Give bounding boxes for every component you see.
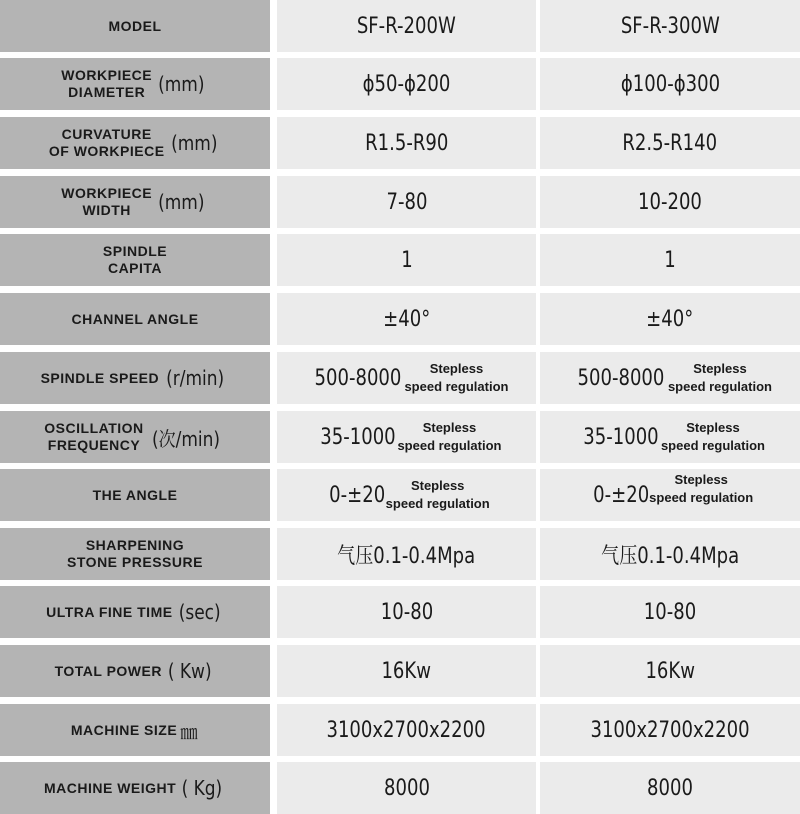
value-text: 35-1000: [583, 424, 659, 450]
value-note-line: Stepless: [429, 361, 484, 376]
row-label: [108, 18, 161, 35]
value-cell-a: [277, 704, 536, 756]
row-label-line: OF WORKPIECE: [48, 143, 165, 159]
row-label-line: CAPITA: [107, 260, 163, 276]
value-note: [661, 419, 765, 455]
row-label-cell: [0, 58, 270, 110]
value-cell-a: [277, 234, 536, 286]
value-text: 3100x2700x2200: [590, 717, 750, 743]
value-note-line: Stepless: [410, 478, 465, 493]
row-label-cell: [0, 528, 270, 580]
value-note: [404, 360, 508, 396]
value-note: [649, 471, 753, 507]
value-cell-a: [277, 352, 536, 404]
value-text: 8000: [383, 775, 430, 801]
row-label: [61, 67, 152, 101]
row-label: [41, 370, 160, 387]
value-cell-b: [540, 117, 800, 169]
value-text: 10-80: [643, 599, 697, 625]
row-label-line: STONE PRESSURE: [67, 554, 203, 570]
value-note-line: speed regulation: [649, 490, 754, 505]
value-note-line: speed regulation: [385, 496, 490, 511]
value-note: [668, 360, 772, 396]
value-text: ϕ50-ϕ200: [362, 71, 451, 97]
value-text: 16Kw: [645, 658, 695, 684]
value-cell-b: [540, 411, 800, 463]
row-label: [71, 722, 177, 739]
table-row: [0, 704, 800, 756]
value-cell-b: [540, 176, 800, 228]
row-unit: (次/min): [151, 426, 220, 451]
value-cell-a: [277, 117, 536, 169]
value-cell-a: [277, 528, 536, 580]
value-cell-b: [540, 645, 800, 697]
row-label-line: CURVATURE: [61, 126, 152, 142]
value-text: 500-8000: [314, 365, 401, 391]
row-label-cell: [0, 234, 270, 286]
row-unit: (sec): [178, 600, 221, 624]
value-cell-a: [277, 411, 536, 463]
value-cell-b: [540, 58, 800, 110]
row-label-line: OSCILLATION: [44, 420, 144, 436]
row-label: [71, 311, 198, 328]
value-cell-a: [277, 645, 536, 697]
table-row: [0, 469, 800, 521]
table-row: [0, 0, 800, 52]
value-text: 10-80: [380, 599, 433, 625]
row-unit: (mm): [158, 72, 205, 96]
table-row: [0, 645, 800, 697]
row-unit: (mm): [170, 131, 218, 155]
value-cell-a: [277, 58, 536, 110]
row-label-line: MACHINE WEIGHT: [44, 779, 177, 796]
value-cell-a: [277, 586, 536, 638]
value-note-line: speed regulation: [660, 438, 765, 453]
value-text: 0-±20: [592, 482, 650, 508]
row-label-line: MACHINE SIZE: [70, 721, 178, 738]
value-cell-b: [540, 234, 800, 286]
row-unit: ( Kw): [167, 659, 212, 683]
row-label-line: TOTAL POWER: [54, 662, 162, 679]
row-label-cell: [0, 762, 270, 814]
row-label-line: WIDTH: [82, 202, 131, 218]
value-text: 500-8000: [577, 365, 665, 391]
value-text: 8000: [647, 775, 693, 801]
row-label-line: SHARPENING: [85, 537, 185, 553]
table-row: [0, 411, 800, 463]
table-row: [0, 586, 800, 638]
row-label-line: WORKPIECE: [61, 185, 153, 201]
value-note-line: Stepless: [674, 472, 728, 487]
value-text: 0-±20: [329, 482, 386, 508]
table-row: [0, 293, 800, 345]
row-label: [44, 420, 143, 454]
row-unit: (r/min): [166, 366, 225, 390]
row-label-line: FREQUENCY: [47, 437, 141, 453]
row-label-line: WORKPIECE: [61, 67, 153, 83]
row-label-cell: [0, 411, 270, 463]
value-cell-a: [277, 762, 536, 814]
value-text: R2.5-R140: [622, 130, 718, 156]
row-label-line: DIAMETER: [68, 84, 146, 100]
value-text: 1: [664, 247, 676, 273]
value-text: ±40°: [382, 306, 431, 332]
row-unit: ( Kg): [181, 776, 223, 800]
value-cell-b: [540, 586, 800, 638]
value-cell-b: [540, 528, 800, 580]
value-cell-a: [277, 176, 536, 228]
value-cell-b: [540, 352, 800, 404]
row-label-line: CHANNEL ANGLE: [71, 310, 199, 327]
value-text: 3100x2700x2200: [326, 717, 487, 743]
row-label: [93, 487, 178, 504]
value-text: 10-200: [638, 189, 702, 215]
row-label-cell: [0, 645, 270, 697]
value-cell-b: [540, 762, 800, 814]
table-row: [0, 176, 800, 228]
value-cell-a: [277, 0, 536, 52]
row-label-cell: [0, 352, 270, 404]
row-label-cell: [0, 0, 270, 52]
table-row: [0, 58, 800, 110]
row-label: [103, 243, 167, 277]
value-note: [386, 477, 490, 513]
value-cell-a: [277, 469, 536, 521]
value-text: R1.5-R90: [364, 130, 449, 156]
table-row: [0, 352, 800, 404]
value-cell-a: [277, 293, 536, 345]
table-row: [0, 234, 800, 286]
row-label: [55, 663, 162, 680]
value-text: 气压0.1-0.4Mpa: [600, 543, 740, 569]
value-text: 16Kw: [381, 658, 432, 684]
value-text: SF-R-300W: [620, 13, 720, 39]
row-label-line: SPINDLE SPEED: [40, 369, 160, 386]
row-label: [46, 604, 173, 621]
row-label: [49, 126, 165, 160]
row-label-cell: [0, 704, 270, 756]
value-cell-b: [540, 293, 800, 345]
row-unit: (mm): [158, 190, 205, 214]
row-label-cell: [0, 586, 270, 638]
value-note-line: speed regulation: [404, 379, 509, 394]
row-label-cell: [0, 293, 270, 345]
row-unit: ㎜: [180, 719, 198, 744]
row-label-line: SPINDLE: [102, 243, 168, 259]
value-cell-b: [540, 704, 800, 756]
row-label-cell: [0, 176, 270, 228]
value-note-line: speed regulation: [397, 438, 502, 453]
value-text: ϕ100-ϕ300: [620, 71, 720, 97]
table-row: [0, 762, 800, 814]
row-label-cell: [0, 469, 270, 521]
table-row: [0, 117, 800, 169]
value-text: ±40°: [646, 306, 694, 332]
row-label: [61, 185, 152, 219]
value-note-line: Stepless: [693, 361, 747, 376]
value-text: 35-1000: [319, 424, 396, 450]
value-text: 1: [400, 247, 413, 273]
row-label: [44, 780, 176, 797]
value-note-line: speed regulation: [667, 379, 772, 394]
value-text: 7-80: [386, 189, 427, 215]
value-cell-b: [540, 0, 800, 52]
value-text: 气压0.1-0.4Mpa: [337, 543, 476, 569]
row-label-line: MODEL: [108, 17, 162, 34]
value-note: [397, 419, 501, 455]
value-text: SF-R-200W: [357, 13, 456, 39]
row-label-line: ULTRA FINE TIME: [46, 603, 173, 620]
value-note-line: Stepless: [686, 420, 740, 435]
value-cell-b: [540, 469, 800, 521]
row-label-line: THE ANGLE: [92, 486, 178, 503]
value-note-line: Stepless: [422, 420, 477, 435]
row-label: [67, 537, 203, 571]
table-row: [0, 528, 800, 580]
row-label-cell: [0, 117, 270, 169]
